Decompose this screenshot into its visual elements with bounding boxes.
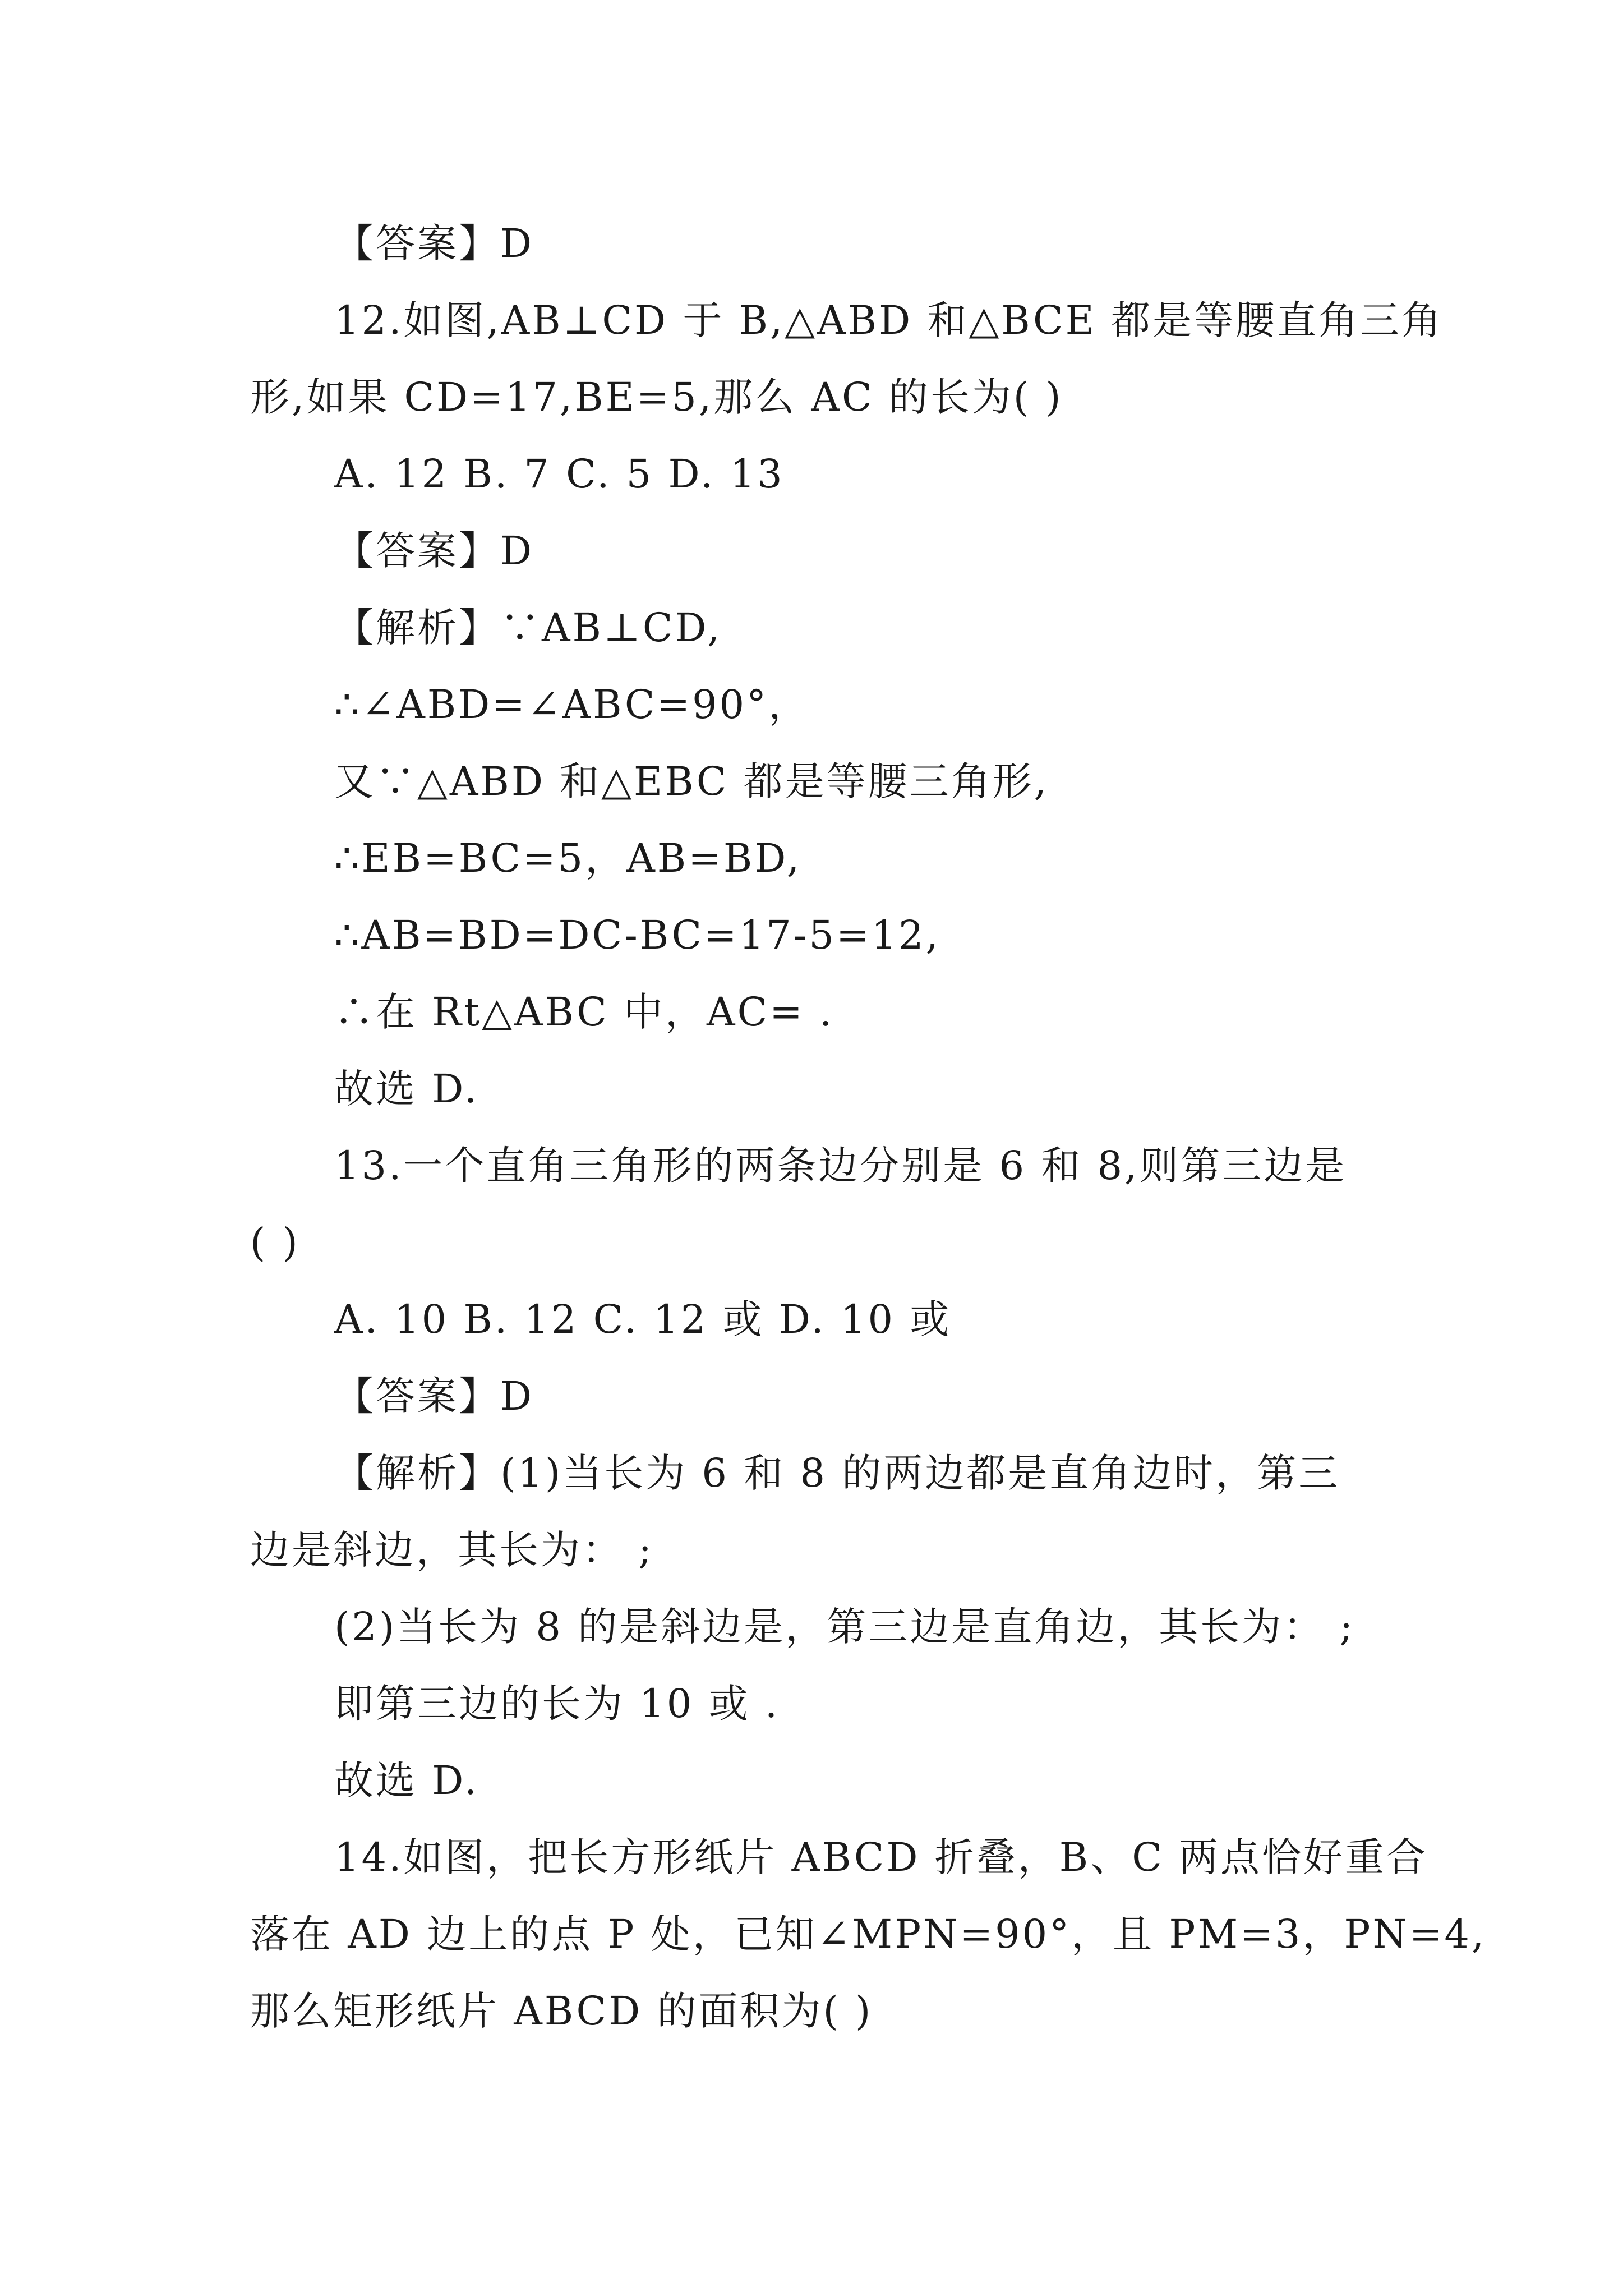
question-14-line-2: 落在 AD 边上的点 P 处，已知∠MPN=90°，且 PM=3，PN=4,	[250, 1911, 1487, 1957]
question-13-options: A. 10 B. 12 C. 12 或 D. 10 或	[334, 1296, 952, 1342]
question-13-line-1: 13.一个直角三角形的两条边分别是 6 和 8,则第三边是	[334, 1143, 1347, 1189]
analysis-12-line-5: ∴AB=BD=DC-BC=17-5=12,	[334, 912, 940, 958]
analysis-12-line-3: 又∵△ABD 和△EBC 都是等腰三角形,	[334, 758, 1049, 804]
question-12-options: A. 12 B. 7 C. 5 D. 13	[334, 451, 785, 497]
answer-label-12: 【答案】D	[334, 528, 534, 574]
analysis-12-line-2: ∴∠ABD=∠ABC=90°，	[334, 682, 810, 728]
question-14-line-3: 那么矩形纸片 ABCD 的面积为( )	[250, 1988, 873, 2034]
conclusion-13: 故选 D.	[334, 1757, 479, 1803]
analysis-13-line-1: 【解析】(1)当长为 6 和 8 的两边都是直角边时，第三	[334, 1450, 1340, 1496]
conclusion-12: 故选 D.	[334, 1066, 479, 1112]
question-12-line-1: 12.如图,AB⊥CD 于 B,△ABD 和△BCE 都是等腰直角三角	[334, 297, 1443, 343]
analysis-12-line-6: ∴在 Rt△ABC 中，AC= .	[334, 989, 834, 1035]
analysis-12-line-1: 【解析】∵AB⊥CD,	[334, 605, 722, 651]
answer-label-11: 【答案】D	[334, 220, 534, 266]
answer-label-13: 【答案】D	[334, 1373, 534, 1419]
question-12-line-2: 形,如果 CD=17,BE=5,那么 AC 的长为( )	[250, 374, 1063, 420]
analysis-13-line-3: (2)当长为 8 的是斜边是，第三边是直角边，其长为： ;	[334, 1604, 1355, 1650]
question-14-line-1: 14.如图，把长方形纸片 ABCD 折叠，B、C 两点恰好重合	[334, 1834, 1428, 1880]
analysis-13-line-2: 边是斜边，其长为： ;	[250, 1527, 654, 1573]
analysis-13-line-4: 即第三边的长为 10 或 .	[334, 1681, 780, 1727]
analysis-12-line-4: ∴EB=BC=5，AB=BD,	[334, 835, 802, 881]
question-13-line-2: ( )	[250, 1220, 300, 1266]
